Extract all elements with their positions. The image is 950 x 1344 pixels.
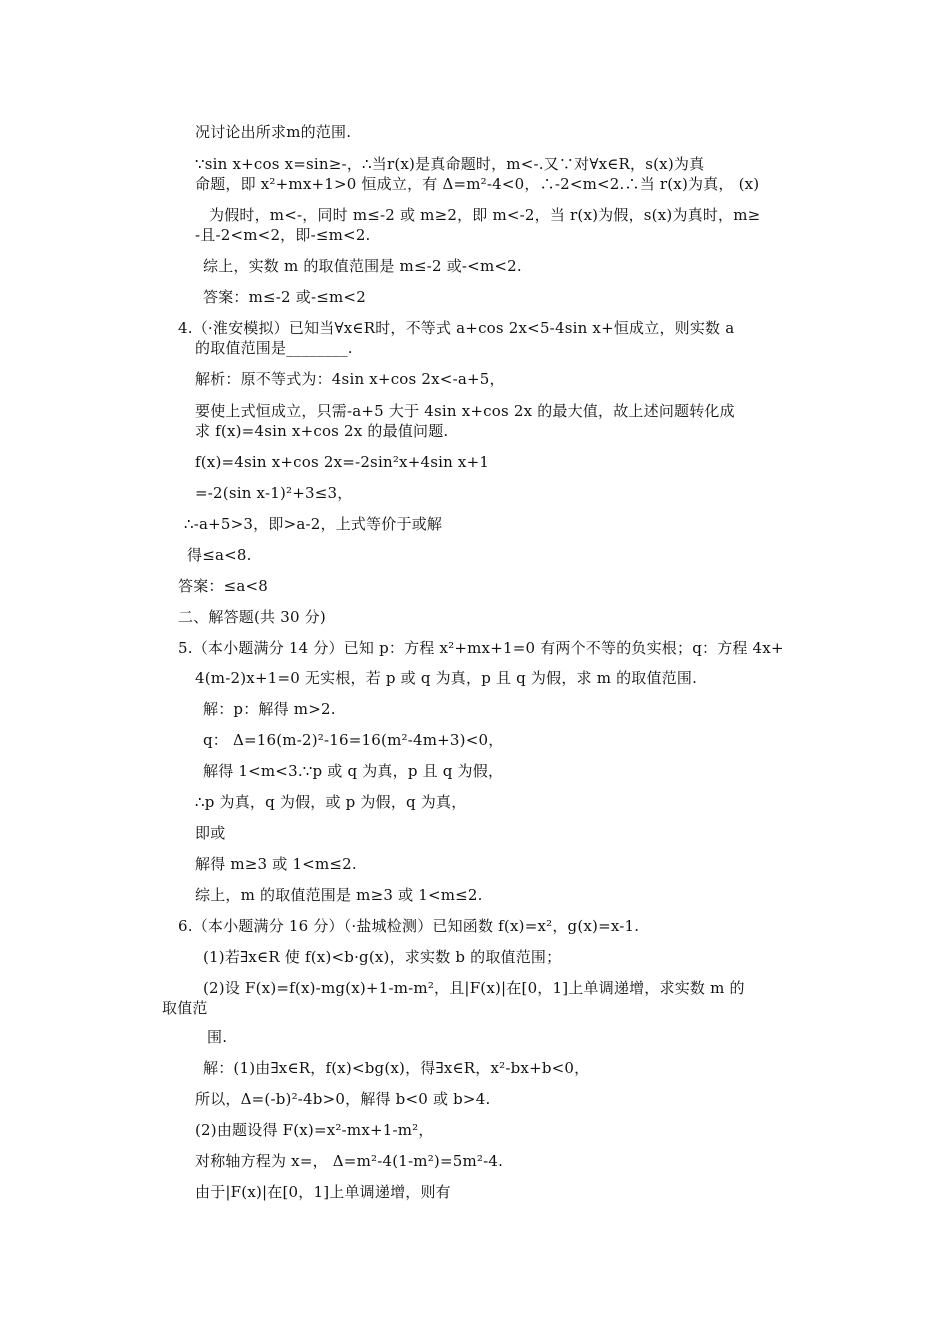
text-line: 解析：原不等式为：4sin x+cos 2x<-a+5，: [195, 370, 505, 388]
text-line: 4(m-2)x+1=0 无实根，若 p 或 q 为真，p 且 q 为假，求 m 的取值范围.: [195, 669, 698, 687]
text-line: 答案：m≤-2 或-≤m<2: [203, 288, 366, 306]
question-5-stem: 5.（本小题满分 14 分）已知 p：方程 x²+mx+1=0 有两个不等的负实根；q：方程 4x+: [178, 639, 784, 657]
text-line: (2)由题设得 F(x)=x²-mx+1-m²，: [195, 1121, 434, 1139]
text-line: (2)设 F(x)=f(x)-mg(x)+1-m-m²，且|F(x)|在[0，1]上单调递增，求实数 m 的: [203, 979, 745, 997]
text-line: 即或: [195, 824, 226, 842]
section-heading: 二、解答题(共 30 分): [178, 608, 326, 626]
text-line: f(x)=4sin x+cos 2x=-2sin²x+4sin x+1: [195, 453, 490, 471]
question-4-stem: 4.（·淮安模拟）已知当∀x∈R时，不等式 a+cos 2x<5-4sin x+恒成立，则实数 a: [178, 319, 735, 337]
text-line: 答案：≤a<8: [178, 577, 269, 595]
text-line: 命题，即 x²+mx+1>0 恒成立，有 Δ=m²-4<0，∴-2<m<2.∴当 r(x)为真， (x): [195, 175, 760, 193]
text-line: (1)若∃x∈R 使 f(x)<b·g(x)，求实数 b 的取值范围；: [203, 948, 562, 966]
text-line: 的取值范围是________.: [195, 339, 353, 357]
text-line: 况讨论出所求m的范围.: [195, 123, 352, 141]
text-line: 取值范: [162, 999, 208, 1017]
text-line: 解：p：解得 m>2.: [203, 700, 336, 718]
text-line: 所以，Δ=(-b)²-4b>0，解得 b<0 或 b>4.: [195, 1090, 491, 1108]
text-line: ∴p 为真，q 为假，或 p 为假，q 为真，: [195, 793, 467, 811]
text-line: ∴-a+5>3，即>a-2，上式等价于或解: [184, 515, 443, 533]
text-line: 得≤a<8.: [187, 546, 252, 564]
text-line: 解：(1)由∃x∈R，f(x)<bg(x)，得∃x∈R，x²-bx+b<0，: [203, 1059, 590, 1077]
text-line: 综上，实数 m 的取值范围是 m≤-2 或-<m<2.: [203, 257, 522, 275]
text-line: 围.: [207, 1028, 228, 1046]
text-line: 对称轴方程为 x=， Δ=m²-4(1-m²)=5m²-4.: [195, 1152, 504, 1170]
question-6-stem: 6.（本小题满分 16 分）（·盐城检测）已知函数 f(x)=x²，g(x)=x-1.: [178, 917, 640, 935]
text-line: 为假时，m<-，同时 m≤-2 或 m≥2，即 m<-2，当 r(x)为假，s(x)为真时，m≥: [209, 206, 761, 224]
text-line: 解得 m≥3 或 1<m≤2.: [195, 855, 357, 873]
text-line: 要使上式恒成立，只需-a+5 大于 4sin x+cos 2x 的最大值，故上述问题转化成: [195, 402, 735, 420]
text-line: -且-2<m<2，即-≤m<2.: [195, 226, 371, 244]
text-line: q： Δ=16(m-2)²-16=16(m²-4m+3)<0，: [203, 731, 504, 749]
text-line: ∵sin x+cos x=sin≥-，∴当r(x)是真命题时，m<-.又∵对∀x∈R，s(x)为真: [195, 155, 705, 173]
text-line: 由于|F(x)|在[0，1]上单调递增，则有: [195, 1183, 451, 1201]
text-line: =-2(sin x-1)²+3≤3，: [195, 484, 353, 502]
text-line: 求 f(x)=4sin x+cos 2x 的最值问题.: [195, 422, 449, 440]
text-line: 综上，m 的取值范围是 m≥3 或 1<m≤2.: [195, 886, 483, 904]
text-line: 解得 1<m<3.∵p 或 q 为真，p 且 q 为假，: [203, 762, 504, 780]
